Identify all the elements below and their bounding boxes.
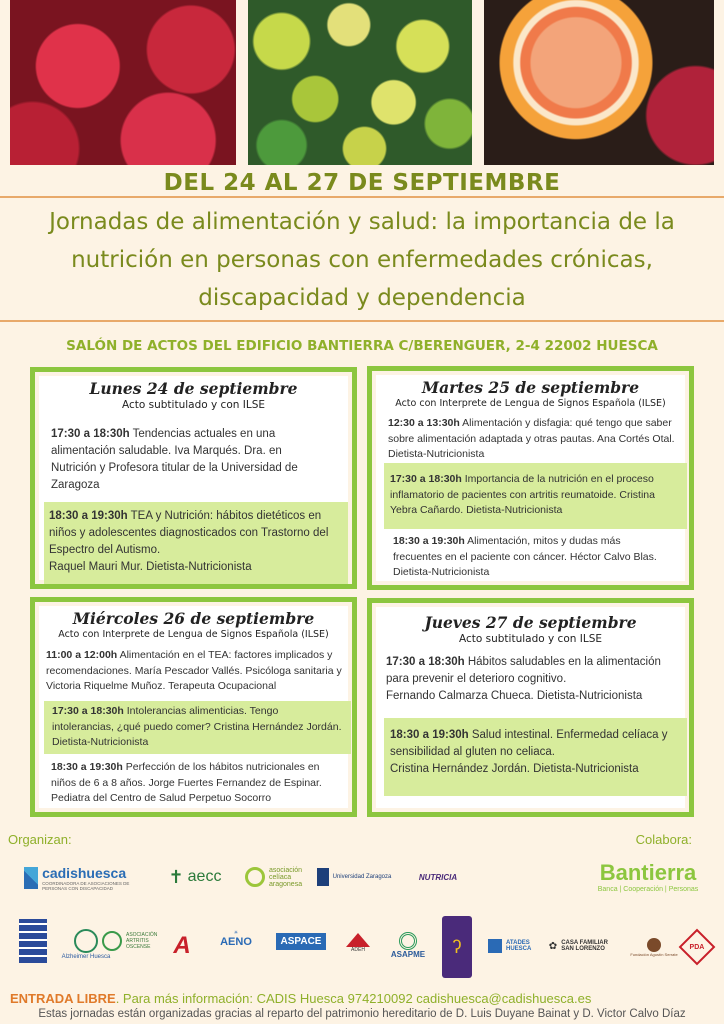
aspace-name: ASPACE [276, 933, 327, 950]
pda-diamond-icon [679, 929, 716, 966]
asapme-icon [399, 932, 417, 950]
unizar-crest-icon [317, 868, 329, 886]
ear-logo [442, 916, 472, 978]
casa-icon: ✿ [548, 940, 558, 952]
day-box-monday [30, 367, 357, 589]
title-line-2: nutrición en personas con enfermedades crónicas, [71, 247, 653, 273]
fundacion-icon [647, 938, 661, 952]
session [51, 760, 341, 807]
bantierra-name: Bantierra [599, 859, 697, 885]
nutricia-logo [408, 864, 468, 890]
aeno-sun-icon: ☀ [233, 930, 239, 936]
header-photos [10, 0, 714, 165]
session-time: 17:30 a 18:30h [390, 473, 462, 485]
celiaca-name: asociación celíaca aragonesa [269, 866, 303, 888]
autismo-letter-icon: A [173, 932, 191, 959]
session [46, 648, 351, 695]
aspace-logo [270, 928, 332, 954]
collaborator-label: Colabora: [635, 832, 692, 847]
aecc-cross-icon: ✝ [168, 866, 184, 887]
adeh-triangle-icon [346, 933, 370, 947]
atades-logo [486, 932, 538, 960]
session-text: TEA y Nutrición: hábitos dietéticos en niños y adolescentes diagnosticados con Trastorno del Espectro del Autismo. [49, 510, 329, 556]
atades-name: ATADES HUESCA [506, 940, 532, 952]
day-note: Acto subtitulado y con ILSE [121, 399, 265, 411]
strawberries-photo [10, 0, 236, 165]
unizar-name: Universidad Zaragoza [332, 874, 392, 880]
celiaca-logo [244, 860, 304, 894]
session-text: Hábitos saludables en la alimentación para prevenir el deterioro cognitivo. [386, 656, 661, 685]
session-time: 17:30 a 18:30h [52, 705, 124, 717]
asapme-logo [382, 928, 434, 962]
session-time: 17:30 a 18:30h [51, 428, 130, 440]
free-entry: ENTRADA LIBRE [10, 991, 116, 1006]
session-highlight [384, 718, 687, 796]
cadis-name: cadishuesca [42, 865, 127, 881]
aecc-logo [158, 862, 232, 892]
day-box-wednesday [30, 597, 357, 817]
session-time: 11:00 a 12:00h [46, 649, 118, 661]
day-title: Miércoles 26 de septiembre [72, 609, 315, 628]
session-text: Importancia de la nutrición en el proceso inflamatorio de pacientes con artritis reumatoide. Cristina Yebra Cañardo. Dietista-Nutricionista [390, 473, 655, 516]
cadis-icon [24, 867, 38, 889]
session-time: 18:30 a 19:30h [390, 729, 469, 741]
fadis-logo [18, 918, 48, 964]
footer-note: Estas jornadas están organizadas gracias al reparto del patrimonio hereditario de D. Luis Duyane Bainat y D. Victor Calvo Díaz [38, 1008, 686, 1020]
limes-photo [248, 0, 472, 165]
unizar-logo [313, 862, 395, 892]
day-note: Acto con Interprete de Lengua de Signos Española (ILSE) [395, 398, 666, 409]
session-speaker: Fernando Calmarza Chueca. Dietista-Nutricionista [386, 690, 643, 702]
session-text: Salud intestinal. Enfermedad celíaca y sensibilidad al gluten no celiaca. [390, 729, 668, 758]
alzheimer-name: Alzheimer Huesca [61, 953, 111, 960]
arthritis-logo [100, 926, 158, 956]
autismo-logo [164, 930, 200, 962]
fundacion-logo [630, 932, 678, 962]
day-box-thursday [367, 598, 694, 817]
session-text: Tendencias actuales en una alimentación saludable. Iva Marqués. Dra. en Nutrición y Profesora titular de la Universidad de Zaragoza [51, 428, 298, 491]
casa-familiar-logo [543, 934, 627, 958]
organizers-label: Organizan: [8, 832, 72, 847]
divider-top [0, 196, 724, 198]
celiaca-icon [245, 867, 265, 887]
contact-info: . Para más información: CADIS Huesca 974210092 cadishuesca@cadishuesca.es [115, 991, 592, 1006]
pda-name: PDA [689, 943, 705, 951]
session-highlight [44, 701, 351, 754]
day-box-tuesday [367, 366, 694, 590]
session [388, 416, 688, 463]
day-title: Lunes 24 de septiembre [89, 379, 298, 398]
session [386, 654, 686, 705]
cadis-logo [24, 860, 144, 896]
session-text: Intolerancias alimenticias. Tengo intolerancias, ¿qué puedo comer? Cristina Hernández Jordán. Dietista-Nutricionista [52, 705, 342, 748]
pda-logo [682, 932, 712, 962]
atades-icon [488, 939, 502, 953]
footer-info [10, 991, 591, 1006]
session-speaker: Raquel Mauri Mur. Dietista-Nutricionista [49, 561, 252, 573]
session-text: Alimentación en el TEA: factores implicados y recomendaciones. María Pescador Vallés. Psicóloga sanitaria y Victoria Riquelme Muñoz. Terapeuta Ocupacional [46, 649, 342, 692]
session [51, 426, 313, 494]
casa-name: CASA FAMILIAR SAN LORENZO [561, 940, 608, 952]
session-text: Alimentación, mitos y dudas más frecuentes en el paciente con cáncer. Héctor Calvo Blas. Dietista-Nutricionista [393, 535, 657, 578]
fundacion-name: Fundación Agustín Serrate [630, 951, 678, 957]
session [393, 534, 663, 581]
alzheimer-icon [74, 929, 98, 953]
aeno-name: AENO [220, 936, 252, 948]
title-line-3: discapacidad y dependencia [198, 285, 526, 311]
session-highlight [44, 502, 348, 584]
grapefruit-photo [484, 0, 714, 165]
session-time: 18:30 a 19:30h [393, 535, 465, 547]
adeh-name: ADEH [351, 947, 365, 953]
title-line-1: Jornadas de alimentación y salud: la importancia de la [49, 209, 675, 235]
divider-bottom [0, 320, 724, 322]
adeh-logo [340, 928, 376, 958]
arthritis-icon [102, 931, 122, 951]
asapme-name: ASAPME [390, 949, 426, 959]
nutricia-name: NUTRICIA [418, 872, 458, 882]
session-time: 18:30 a 19:30h [51, 761, 123, 773]
day-title: Martes 25 de septiembre [421, 378, 640, 397]
session-time: 17:30 a 18:30h [386, 656, 465, 668]
event-dates: DEL 24 AL 27 DE SEPTIEMBRE [163, 170, 561, 196]
day-title: Jueves 27 de septiembre [424, 613, 637, 632]
session-time: 18:30 a 19:30h [49, 510, 128, 522]
fadis-icon [19, 919, 47, 963]
session-highlight [384, 463, 687, 529]
ear-icon: ʔ [442, 916, 472, 978]
cadis-subtitle: COORDINADORA DE ASOCIACIONES DE PERSONAS CON DISCAPACIDAD [42, 881, 130, 891]
arthritis-name: ASOCIACIÓN ARTRITIS OSCENSE [126, 932, 158, 950]
session-time: 12:30 a 13:30h [388, 417, 460, 429]
session-text: Perfección de los hábitos nutricionales en niños de 6 a 8 años. Jorge Fuertes Fernandez de Espinar. Pediatra del Centro de Salud Perpetuo Socorro [51, 761, 322, 804]
session-text: Alimentación y disfagia: qué tengo que saber sobre alimentación adaptada y otras pautas. Ana Cortés Otal. Dietista-Nutricionista [388, 417, 675, 460]
aeno-logo [214, 922, 258, 956]
day-note: Acto subtitulado y con ILSE [458, 633, 602, 645]
day-note: Acto con Interprete de Lengua de Signos Española (ILSE) [58, 629, 329, 640]
bantierra-logo [592, 855, 704, 897]
aecc-name: aecc [187, 868, 222, 885]
venue: SALÓN DE ACTOS DEL EDIFICIO BANTIERRA C/BERENGUER, 2-4 22002 HUESCA [66, 338, 658, 354]
bantierra-subtitle: Banca | Cooperación | Personas [597, 885, 699, 893]
event-title [20, 203, 704, 317]
session-speaker: Cristina Hernández Jordán. Dietista-Nutricionista [390, 763, 639, 775]
